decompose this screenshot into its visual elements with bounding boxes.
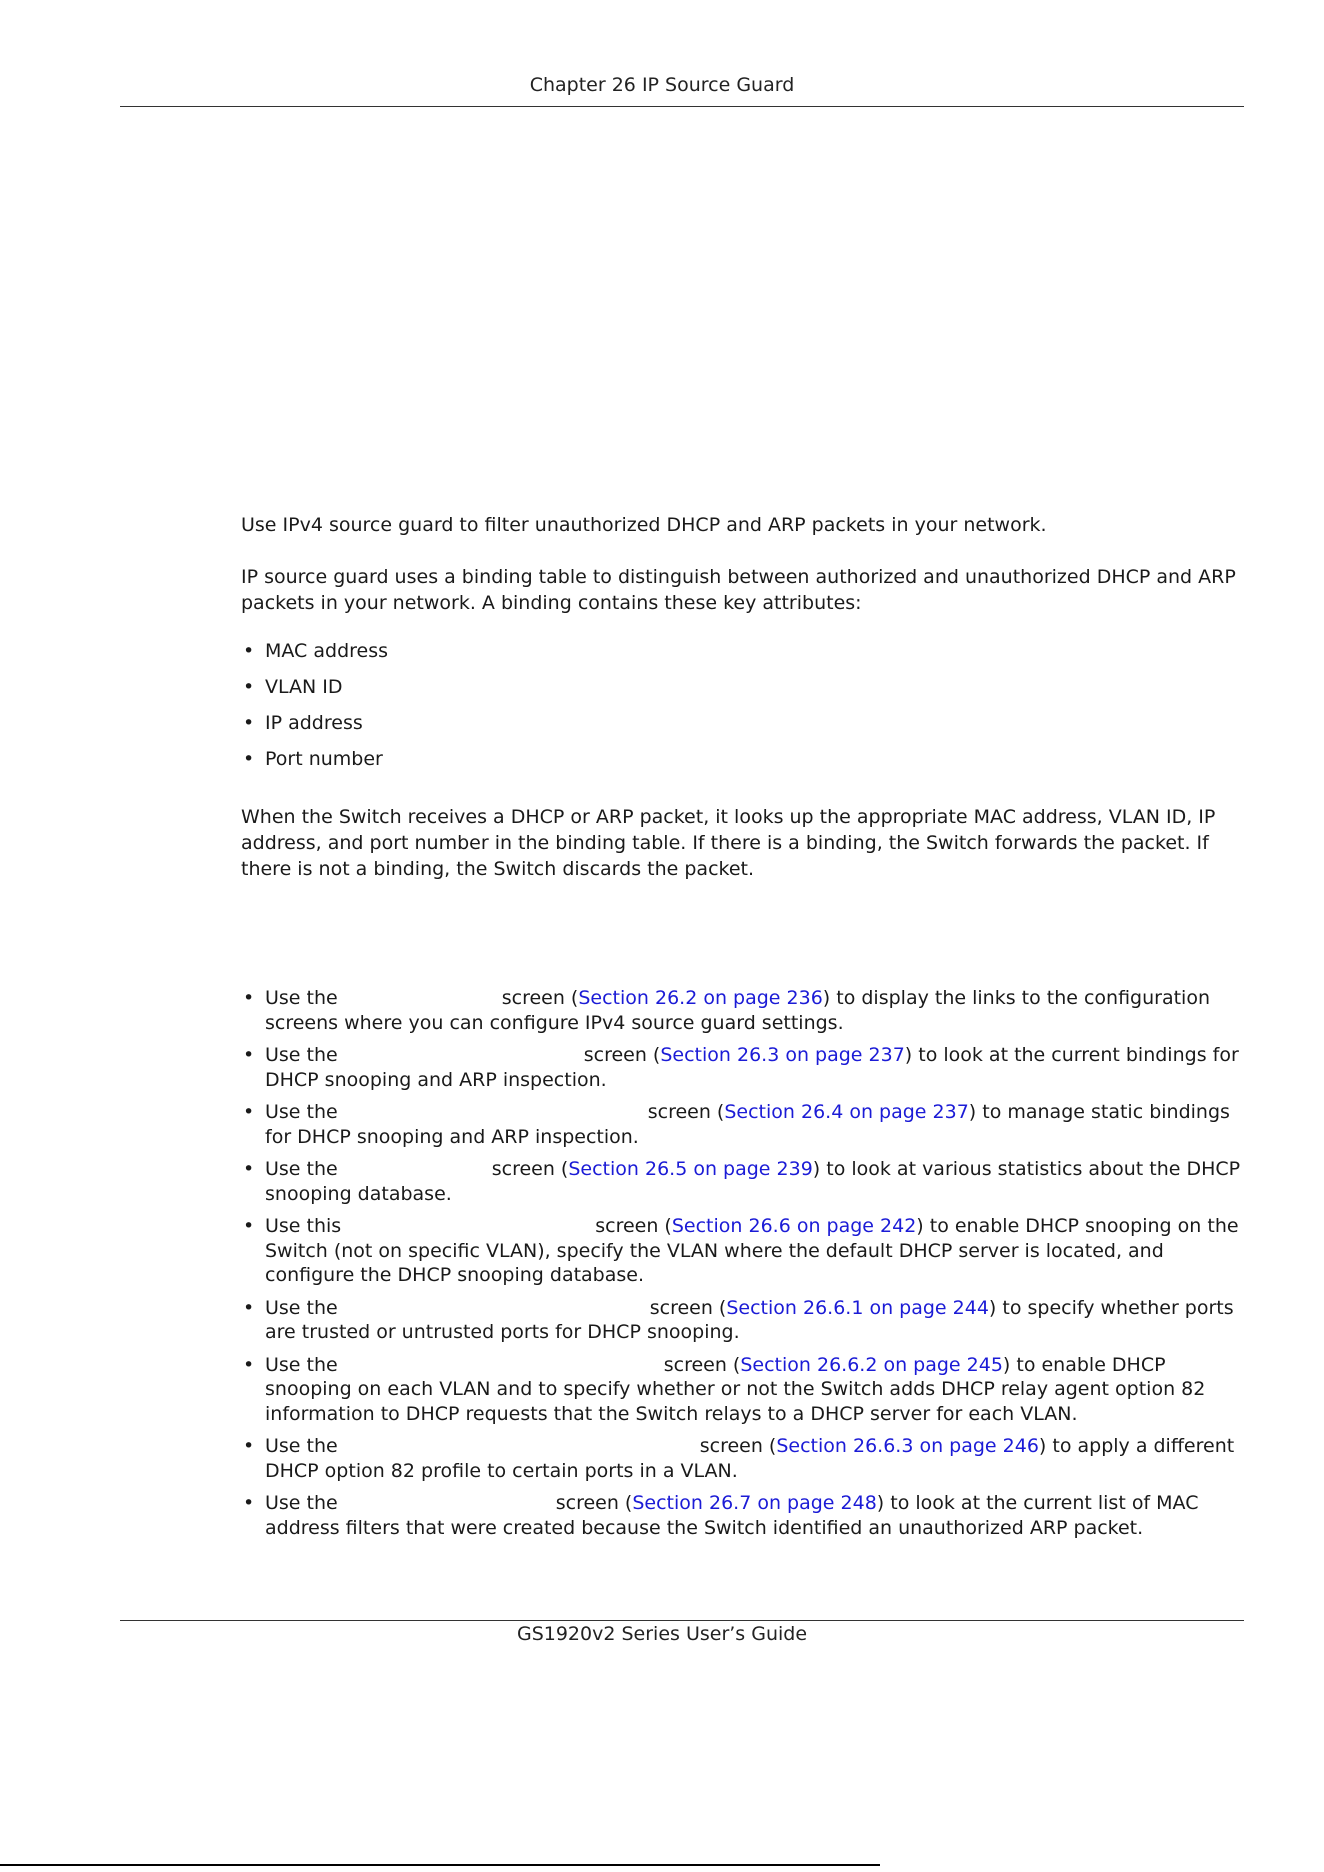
section-link[interactable]: Section 26.5 on page 239 — [568, 1158, 813, 1180]
screen-word: screen ( — [699, 1435, 777, 1457]
list-item: • Port number — [241, 746, 1241, 782]
use-prefix: Use the — [265, 987, 338, 1009]
binding-attributes-list — [241, 638, 1241, 782]
use-prefix: Use the — [265, 1492, 338, 1514]
header-rule — [120, 106, 1244, 107]
use-description: ) to manage static bindings for DHCP snooping and ARP inspection. — [265, 1101, 1230, 1148]
use-prefix: Use the — [265, 1353, 338, 1376]
list-item: • IP address — [241, 710, 1241, 746]
use-description: ) to enable DHCP snooping on the Switch (not on specific VLAN), specify the VLAN where the default DHCP server is located, and configure the DHCP snooping database. — [265, 1215, 1239, 1286]
list-item — [241, 1214, 1241, 1288]
use-prefix: Use the — [265, 1101, 338, 1123]
screen-word: screen ( — [583, 1044, 661, 1066]
scan-edge-line — [0, 1864, 880, 1866]
use-description: ) to apply a different DHCP option 82 profile to certain ports in a VLAN. — [265, 1435, 1235, 1482]
list-item — [241, 1491, 1241, 1540]
use-prefix: Use the — [265, 1044, 338, 1066]
use-prefix: Use the — [265, 1296, 338, 1319]
list-item — [241, 1043, 1241, 1092]
section-link[interactable]: Section 26.6.2 on page 245 — [740, 1353, 1003, 1376]
list-item — [241, 1353, 1241, 1427]
use-description: ) to specify whether ports are trusted or untrusted ports for DHCP snooping. — [265, 1296, 1234, 1343]
screen-word: screen ( — [663, 1353, 741, 1376]
screen-word: screen ( — [491, 1158, 569, 1180]
lookup-paragraph: When the Switch receives a DHCP or ARP packet, it looks up the appropriate MAC address, VLAN ID, IP address, and port number in the binding table. If there is a binding, the Switch forwards the packet. If there is not a binding, the Switch discards the packet. — [241, 806, 1216, 880]
section-link[interactable]: Section 26.4 on page 237 — [724, 1101, 969, 1123]
use-prefix: Use the — [265, 1435, 338, 1457]
section-link[interactable]: Section 26.6.3 on page 246 — [776, 1435, 1039, 1457]
screen-word: screen ( — [555, 1492, 633, 1514]
use-prefix: Use this — [265, 1215, 342, 1237]
use-description: ) to enable DHCP snooping on each VLAN and to specify whether or not the Switch adds DHCP relay agent option 82 information to DHCP requests that the Switch relays to a DHCP server for each VLAN. — [265, 1353, 1206, 1425]
use-description: ) to display the links to the configuration screens where you can configure IPv4 source guard settings. — [265, 987, 1210, 1034]
use-description: ) to look at the current bindings for DHCP snooping and ARP inspection. — [265, 1044, 1239, 1091]
section-link[interactable]: Section 26.3 on page 237 — [660, 1044, 905, 1066]
footer-rule — [120, 1620, 1244, 1621]
section-link[interactable]: Section 26.2 on page 236 — [578, 987, 823, 1009]
section-link[interactable]: Section 26.7 on page 248 — [632, 1492, 877, 1514]
list-item — [241, 1434, 1241, 1483]
use-prefix: Use the — [265, 1158, 338, 1180]
list-item: • VLAN ID — [241, 674, 1241, 710]
section-link[interactable]: Section 26.6 on page 242 — [671, 1215, 917, 1237]
intro-paragraph: Use IPv4 source guard to filter unauthorized DHCP and ARP packets in your network. — [241, 514, 1047, 536]
screen-usage-list — [241, 986, 1241, 1540]
binding-paragraph: IP source guard uses a binding table to distinguish between authorized and unauthorized DHCP and ARP packets in your network. A binding contains these key attributes: — [241, 566, 1236, 614]
screen-word: screen ( — [595, 1215, 672, 1237]
list-item — [241, 986, 1241, 1035]
use-description: ) to look at various statistics about the DHCP snooping database. — [265, 1158, 1241, 1205]
list-item — [241, 1100, 1241, 1149]
screen-word: screen ( — [649, 1296, 727, 1319]
use-description: ) to look at the current list of MAC address filters that were created because the Switch identified an unauthorized ARP packet. — [265, 1492, 1199, 1539]
section-link[interactable]: Section 26.6.1 on page 244 — [726, 1296, 989, 1319]
list-item: • MAC address — [241, 638, 1241, 674]
chapter-title: Chapter 26 IP Source Guard — [529, 74, 795, 96]
page-content — [241, 512, 1241, 1548]
screen-word: screen ( — [647, 1101, 725, 1123]
list-item — [241, 1157, 1241, 1206]
guide-title: GS1920v2 Series User’s Guide — [516, 1623, 808, 1645]
list-item — [241, 1296, 1241, 1345]
screen-word: screen ( — [501, 987, 579, 1009]
